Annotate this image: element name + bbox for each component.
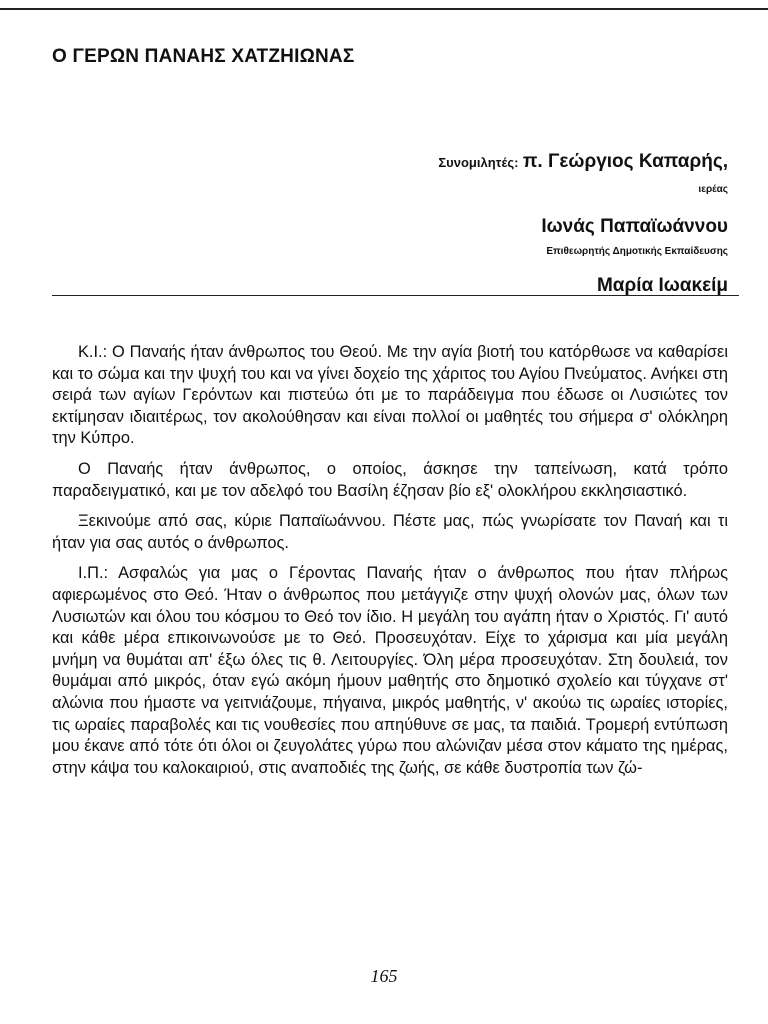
paragraph: Ξεκινούμε από σας, κύριε Παπαϊωάννου. Πέστε μας, πώς γνωρίσατε τον Παναή και τι ήταν για σας αυτός ο άνθρωπος. [52,512,728,552]
top-rule [0,8,768,10]
paragraph: Ι.Π.: Ασφαλώς για μας ο Γέροντας Παναής ήταν ο άνθρωπος που ήταν πλήρως αφιερωμένος στο Θεό. Ήταν ο άνθρωπος που μετάγγιζε στην ψυχή ολονών μας, όλων των Λυσιωτών και όλου του κόσμου το Θεό τον ίδιο. Η μεγάλη του αγάπη ήταν ο Χριστός. Γι' αυτό και κάθε μέρα επικοινωνούσε με το Θεό. Προσευχόταν. Είχε το χάρισμα και μία μεγάλη μνήμη να θυμάται απ' έξω όλες τις θ. Λειτουργίες. Όλη μέρα προσευχόταν. Στη δουλειά, τον θυμάμαι από μικρός, όταν εγώ ακόμη ήμουν μαθητής στο δημοτικό σχολείο και τύγχανε στ' αλώνια που ήμαστε να γειτνιάζουμε, πήγαινα, μικρός μαθητής, ν' ακούω τις ωραίες ιστορίες, τις ωραίες παραβολές και τις νουθεσίες που απηύθυνε σε μας, τα παιδιά. Τρομερή εντύπωση μου έκανε από τότε ότι όλοι οι ζευγολάτες γύρω που αλώνιζαν μέσα στον κάματο της ημέρας, στην κάψα του καλοκαιριού, στις αναποδιές της ζωής, σε κάθε δυστροπία των ζώ- [52,564,728,777]
participant-role-1: ιερέας [698,184,728,195]
header-divider [52,295,739,296]
body-text [52,342,728,788]
paragraph: Κ.Ι.: Ο Παναής ήταν άνθρωπος του Θεού. Με την αγία βιοτή του κατόρθωσε να καθαρίσει και το σώμα και την ψυχή του και να γίνει δοχείο της χάριτος του Αγίου Πνεύματος. Ανήκει στη σειρά των αγίων Γερόντων και πιστεύω ότι με το παράδειγμα που έδωσε οι Λυσιώτες τον εκτίμησαν ιδιαιτέρως, τον ακολούθησαν και είναι πολλοί οι μαθητές του σήμερα σ' ολόκληρη την Κύπρο. [52,343,728,448]
participants-block [298,150,728,298]
participant-name-3: Μαρία Ιωακείμ [596,275,728,296]
participant-role-2: Επιθεωρητής Δημοτικής Εκπαίδευσης [546,246,728,257]
participants-label: Συνομιλητές: [438,155,519,170]
participant-name-1: π. Γεώργιος Καπαρής, [522,151,728,172]
page-title: Ο ΓΕΡΩΝ ΠΑΝΑΗΣ ΧΑΤΖΗΙΩΝΑΣ [52,46,355,67]
participant-line-2 [298,216,728,263]
participant-name-2: Ιωνάς Παπαϊωάννου [541,216,728,237]
paragraph: Ο Παναής ήταν άνθρωπος, ο οποίος, άσκησε την ταπείνωση, κατά τρόπο παραδειγματικό, και με τον αδελφό του Βασίλη έζησαν βίο εξ' ολοκλήρου εκκλησιαστικό. [52,459,728,500]
page-number: 165 [370,966,398,986]
participant-line-1 [298,150,728,202]
